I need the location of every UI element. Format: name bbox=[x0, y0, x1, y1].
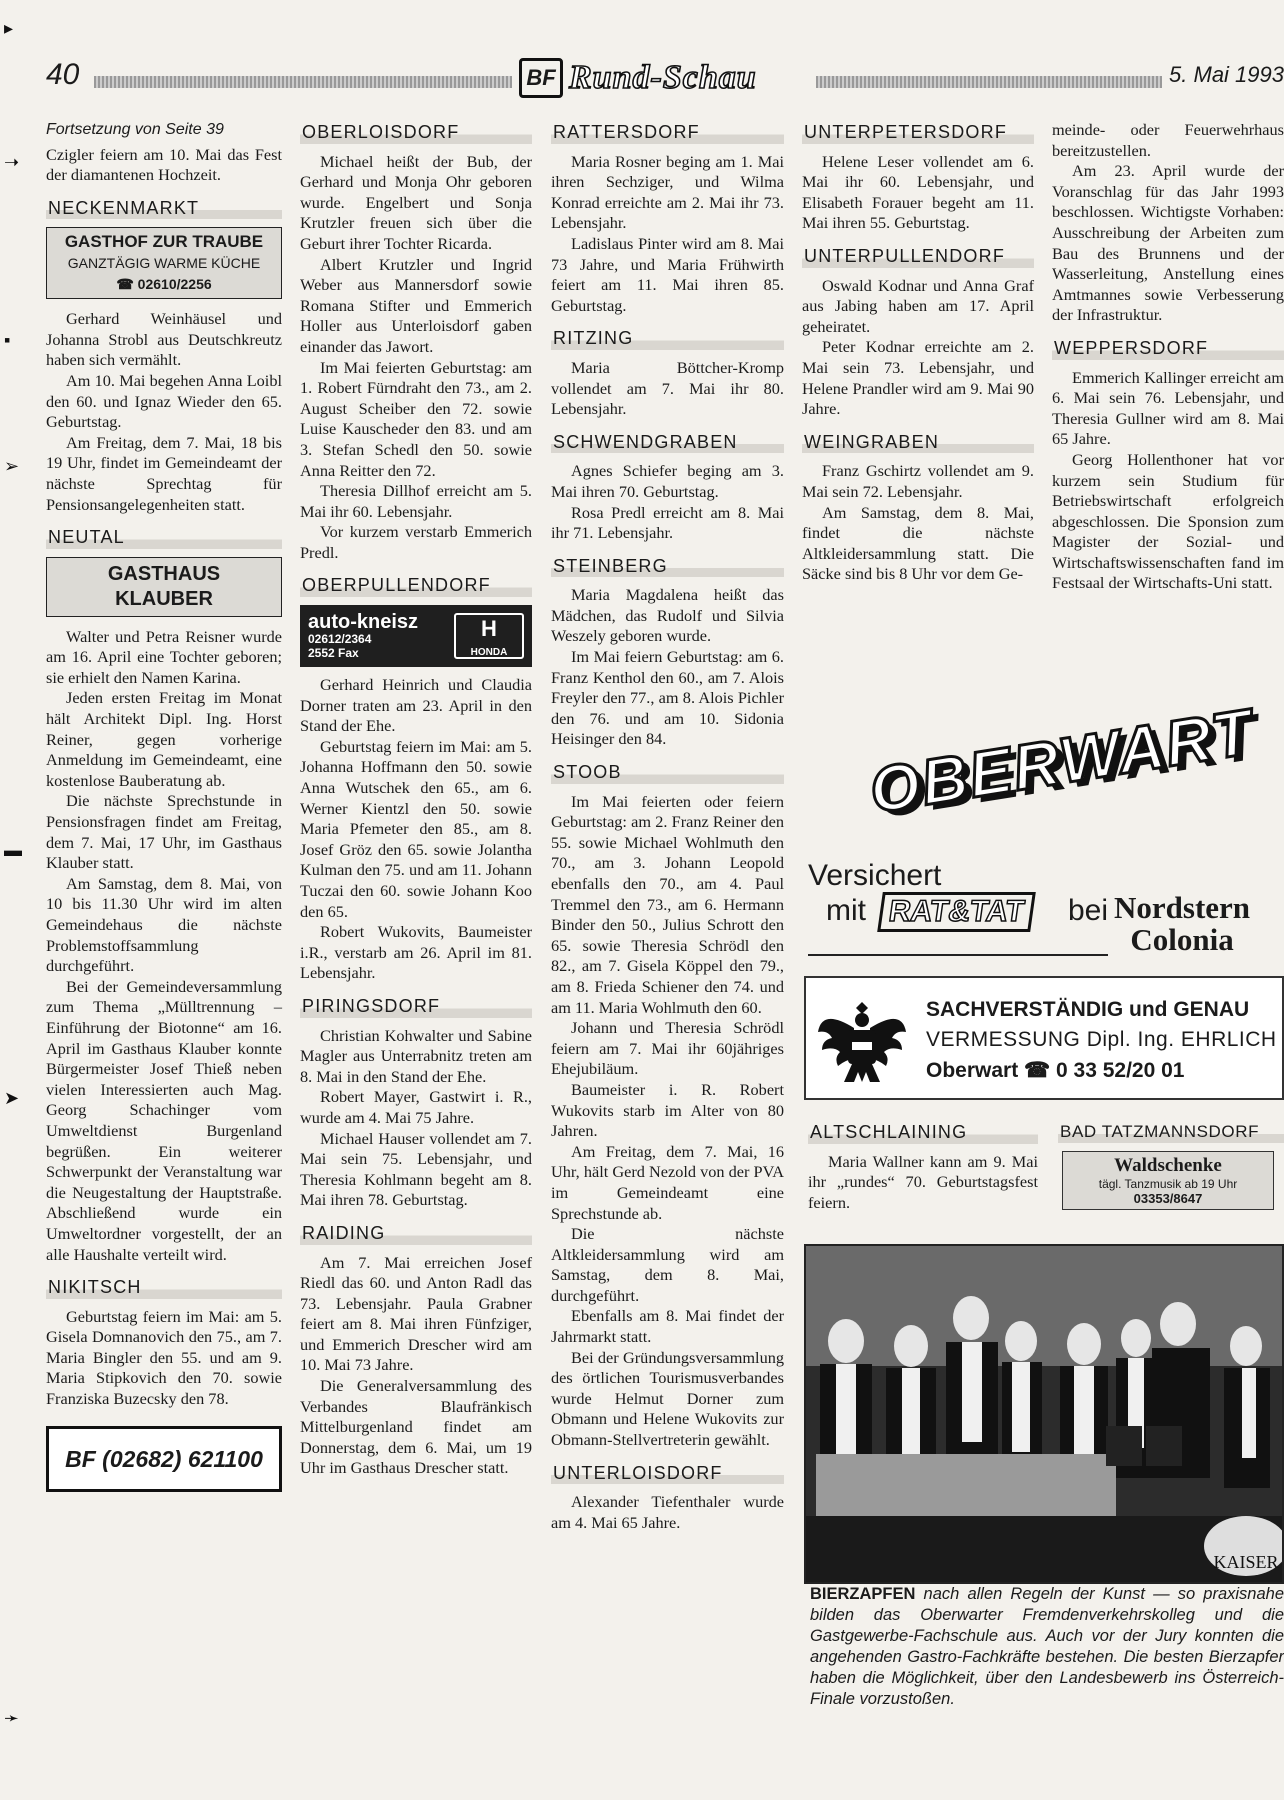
column-2 bbox=[300, 120, 532, 1479]
nordstern-word: Nordstern bbox=[1114, 890, 1251, 925]
ad-auto-kneisz bbox=[300, 605, 532, 667]
honda-logo-icon bbox=[454, 613, 524, 659]
ad-phone: 02612/2364 bbox=[308, 632, 372, 647]
article-text: Vor kurzem verstarb Emmerich Predl. bbox=[300, 522, 532, 562]
ad-gasthaus-klauber bbox=[46, 557, 282, 617]
ad-line: KLAUBER bbox=[115, 587, 213, 610]
article-text: Michael Hauser vollendet am 7. Mai sein 75. Lebensjahr, und Theresia Kohlmann begeht am 8. Mai ihren 78. Geburtstag. bbox=[300, 1128, 532, 1210]
ad-versichert: Versichert bbox=[808, 859, 942, 892]
article-text: Geburtstag feiern im Mai: am 5. Johanna Hoffmann den 50. sowie Anna Wutschek den 65., am 6. Werner Kientzl den 50. sowie Maria Pfemeter den 85., am 8. Josef Gröz den 65. sowie Jolantha Kulman den 75. und am 11. Johann Tuczai den 60. sowie Johann Koo den 65. bbox=[300, 736, 532, 921]
ad-vermessung-ehrlich bbox=[804, 976, 1284, 1100]
masthead-logo bbox=[519, 56, 757, 100]
header-rule-left bbox=[94, 76, 512, 88]
section-heading-unterpetersdorf: UNTERPETERSDORF bbox=[802, 120, 1034, 144]
ad-line: SACHVERSTÄNDIG und GENAU bbox=[926, 998, 1250, 1021]
article-text: Johann und Theresia Schrödl feiern am 7. Mai ihr 60jähriges Ehejubiläum. bbox=[551, 1018, 784, 1079]
column-4 bbox=[802, 120, 1034, 585]
article-text: Michael heißt der Bub, der Gerhard und Monja Ohr geboren wurde. Engelbert und Sonja Krutzler freuen sich über die Geburt ihrer Tochter Ricarda. bbox=[300, 151, 532, 253]
margin-mark-icon: ➤ bbox=[4, 1088, 20, 1108]
article-text: Im Mai feiern Geburtstag: am 6. Franz Kenthol den 60., am 7. Alois Freyler den 77., am 8. Alois Pichler den 76. und am 10. Sidonia Heisinger den 84. bbox=[551, 647, 784, 749]
article-text: Helene Leser vollendet am 6. Mai ihr 60. Lebensjahr, und Elisabeth Forauer begeht am 11. Mai ihren 55. Geburtstag. bbox=[802, 151, 1034, 233]
ad-oberwart-nordstern bbox=[808, 688, 1284, 978]
margin-mark-icon: ➛ bbox=[4, 1708, 20, 1728]
section-heading-unterpullendorf: UNTERPULLENDORF bbox=[802, 244, 1034, 268]
article-text: Am Samstag, dem 8. Mai, findet die nächste Altkleidersammlung statt. Die Säcke sind bis 8 Uhr vor dem Ge- bbox=[802, 502, 1034, 584]
nordstern-colonia-logo bbox=[1114, 892, 1250, 956]
bf-logo: BF bbox=[519, 58, 563, 98]
ad-bf-phone: BF (02682) 621100 bbox=[46, 1426, 282, 1492]
section-heading-altschlaining: ALTSCHLAINING bbox=[808, 1120, 1038, 1144]
ad-gasthof-zur-traube bbox=[46, 227, 282, 299]
section-heading-unterloisdorf: UNTERLOISDORF bbox=[551, 1461, 784, 1485]
section-heading-steinberg: STEINBERG bbox=[551, 554, 784, 578]
ad-phone: ☎ 02610/2256 bbox=[116, 275, 212, 292]
section-heading-bad-tatzmannsdorf: BAD TATZMANNSDORF bbox=[1058, 1120, 1284, 1143]
ad-phone: 03353/8647 bbox=[1133, 1191, 1203, 1206]
article-text: Franz Gschirtz vollendet am 9. Mai sein 72. Lebensjahr. bbox=[802, 461, 1034, 501]
article-text: Am 10. Mai begehen Anna Loibl den 60. und Ignaz Wieder den 65. Geburtstag. bbox=[46, 370, 282, 432]
column-3 bbox=[551, 120, 784, 1533]
honda-wordmark: HONDA bbox=[470, 647, 508, 659]
honda-h-mark: H bbox=[481, 616, 497, 642]
article-text: Maria Magdalena heißt das Mädchen, das Rudolf und Silvia Weszely geboren wurde. bbox=[551, 585, 784, 646]
column-5 bbox=[1052, 120, 1284, 594]
ad-waldschenke bbox=[1062, 1151, 1274, 1210]
article-text: Maria Böttcher-Kromp vollendet am 7. Mai ihr 80. Lebensjahr. bbox=[551, 357, 784, 419]
section-heading-oberloisdorf: OBERLOISDORF bbox=[300, 120, 532, 144]
page-number: 40 bbox=[46, 58, 80, 91]
section-heading-schwendgraben: SCHWENDGRABEN bbox=[551, 430, 784, 454]
article-text: Peter Kodnar erreichte am 2. Mai sein 73. Lebensjahr, und Helene Prandler wird am 9. Mai 90 Jahre. bbox=[802, 337, 1034, 419]
article-text: Maria Rosner beging am 1. Mai ihren Sechziger, und Wilma Konrad erreichte am 2. Mai ihr 73. Lebensjahr. bbox=[551, 151, 784, 233]
article-text: Im Mai feierten oder feiern Geburtstag: am 2. Franz Reiner den 55. sowie Michael Wohlmuth den 70., am 3. Johann Leopold ebenfalls den 70., am 4. Paul Tremmel den 73., am 6. Hermann Binder den 50., Julius Schrott den 65. sowie Theresia Schrödl den 82., am 7. Gisela Köppel den 79., am 8. Frieda Schiener den 74. und am 11. Maria Wohlmuth den 60. bbox=[551, 791, 784, 1017]
ad-bei: bei bbox=[1068, 894, 1109, 927]
article-text: Baumeister i. R. Robert Wukovits starb im Alter von 80 Jahren. bbox=[551, 1079, 784, 1141]
article-text: Ladislaus Pinter wird am 8. Mai 73 Jahre, und Maria Frühwirth feiert am 11. Mai ihren 85. Geburtstag. bbox=[551, 233, 784, 315]
article-text: Im Mai feierten Geburtstag: am 1. Robert Fürndraht den 73., am 2. August Scheiber den 72. sowie Luise Kauscheder den 83. und am 3. Stefan Schedl den 50. sowie Anna Reitter den 72. bbox=[300, 357, 532, 480]
ad-rule bbox=[808, 954, 1108, 956]
colonia-word: Colonia bbox=[1130, 922, 1234, 957]
ad-line: VERMESSUNG Dipl. Ing. EHRLICH bbox=[926, 1028, 1277, 1051]
ad-name: auto-kneisz bbox=[308, 610, 419, 633]
article-text: Die nächste Altkleidersammlung wird am Samstag, dem 8. Mai, durchgeführt. bbox=[551, 1224, 784, 1305]
continuation-note: Fortsetzung von Seite 39 bbox=[46, 121, 224, 138]
article-text: Die Generalversammlung des Verbandes Blaufränkisch Mittelburgenland findet am Donnerstag, dem 6. Mai, um 19 Uhr im Gasthaus Drescher statt. bbox=[300, 1376, 532, 1478]
article-text: Theresia Dillhof erreicht am 5. Mai ihr 60. Lebensjahr. bbox=[300, 481, 532, 521]
article-text: Gerhard Weinhäusel und Johanna Strobl aus Deutschkreutz haben sich vermählt. bbox=[46, 309, 282, 370]
article-text: Gerhard Heinrich und Claudia Dorner traten am 23. April in den Stand der Ehe. bbox=[300, 675, 532, 736]
section-heading-rattersdorf: RATTERSDORF bbox=[551, 120, 784, 144]
section-heading-neckenmarkt: NECKENMARKT bbox=[46, 196, 282, 220]
section-heading-weingraben: WEINGRABEN bbox=[802, 430, 1034, 454]
ad-mit: mit bbox=[826, 894, 866, 927]
section-heading-stoob: STOOB bbox=[551, 760, 784, 784]
section-heading-neutal: NEUTAL bbox=[46, 525, 282, 549]
article-text: Oswald Kodnar und Anna Graf aus Jabing haben am 17. April geheiratet. bbox=[802, 275, 1034, 336]
article-text: Albert Krutzler und Ingrid Weber aus Mannersdorf sowie Romana Stifter und Emmerich Holler aus Unterloisdorf gaben einander das Jawort. bbox=[300, 254, 532, 356]
rund-schau-title: Rund-Schau bbox=[569, 59, 757, 96]
austrian-eagle-icon bbox=[814, 988, 910, 1092]
article-text: Am Freitag, dem 7. Mai, 16 Uhr, hält Gerd Nezold von der PVA im Gemeindeamt eine Sprechstunde ab. bbox=[551, 1141, 784, 1223]
photo-students-icon bbox=[806, 1246, 1284, 1584]
article-text: Rosa Predl erreicht am 8. Mai ihr 71. Lebensjahr. bbox=[551, 502, 784, 543]
article-text: Agnes Schiefer beging am 3. Mai ihren 70. Geburtstag. bbox=[551, 461, 784, 501]
caption-text: nach allen Regeln der Kunst — so praxisnahe bilden das Oberwarter Fremdenverkehrskolleg und die Gastgewerbe-Fachschule aus. Auch vor der Jury konnten die angehenden Gastro-Fachkräfte bestehen. Die besten Bierzapfer haben die Möglichkeit, über den Landesbewerb ins Österreich-Finale vorzustoßen. bbox=[810, 1585, 1284, 1708]
article-text: Maria Wallner kann am 9. Mai ihr „rundes“ 70. Geburtstagsfest feiern. bbox=[808, 1151, 1038, 1212]
ad-phone: Oberwart ☎ 0 33 52/20 01 bbox=[926, 1059, 1185, 1082]
section-heading-weppersdorf: WEPPERSDORF bbox=[1052, 336, 1284, 360]
article-text: Georg Hollenthoner hat vor kurzem sein Studium für Betriebswirtschaft erfolgreich abgeschlossen. Die Sponsion zum Magister der Sozial- und Wirtschaftswissenschaften fand im Festsaal der Wirtschafts-Uni statt. bbox=[1052, 449, 1284, 593]
photo-bierzapfen bbox=[804, 1244, 1284, 1584]
article-text: Bei der Gründungsversammlung des örtlichen Tourismusverbandes wurde Helmut Dorner zum Obmann und Helene Wukovits zur Obmann-Stellvertreterin gewählt. bbox=[551, 1347, 784, 1450]
article-text: Alexander Tiefenthaler wurde am 4. Mai 65 Jahre. bbox=[551, 1492, 784, 1532]
article-text: Am Samstag, dem 8. Mai, von 10 bis 11.30 Uhr wird im alten Gemeindehaus die nächste Problemstoffsammlung durchgeführt. bbox=[46, 873, 282, 976]
article-text: Robert Wukovits, Baumeister i.R., verstarb am 26. April im 81. Lebensjahr. bbox=[300, 922, 532, 983]
article-text: Robert Mayer, Gastwirt i. R., wurde am 4. Mai 75 Jahre. bbox=[300, 1087, 532, 1127]
margin-mark-icon: ▪ bbox=[4, 330, 11, 350]
margin-mark-icon: ▸ bbox=[4, 18, 14, 38]
article-text: Jeden ersten Freitag im Monat hält Architekt Dipl. Ing. Horst Reiner, gegen vorherige Anmeldung im Gemeindeamt, eine kostenlose Bauberatung ab. bbox=[46, 688, 282, 790]
ad-tagline: tägl. Tanzmusik ab 19 Uhr bbox=[1098, 1177, 1238, 1191]
article-bad-tatzmannsdorf bbox=[1058, 1120, 1284, 1210]
margin-mark-icon: ▬ bbox=[4, 840, 22, 860]
ad-name: GASTHOF ZUR TRAUBE bbox=[64, 232, 264, 252]
page-header bbox=[46, 56, 1284, 104]
article-text: Am Freitag, dem 7. Mai, 18 bis 19 Uhr, findet im Gemeindeamt der nächste Sprechtag für Pensionsangelegenheiten statt. bbox=[46, 432, 282, 514]
margin-mark-icon: ➢ bbox=[4, 456, 20, 476]
article-text: Geburtstag feiern im Mai: am 5. Gisela Domnanovich den 75., am 7. Maria Bingler den 55. und am 9. Maria Stipkovich den 70. sowie Franziska Buzecsky den 78. bbox=[46, 1306, 282, 1409]
kaiser-sign: KAISER bbox=[1213, 1552, 1279, 1572]
column-1 bbox=[46, 120, 282, 1492]
article-text: Walter und Petra Reisner wurde am 16. April eine Tochter geboren; sie erhielt den Namen Karina. bbox=[46, 626, 282, 687]
section-heading-oberpullendorf: OBERPULLENDORF bbox=[300, 573, 532, 597]
ad-line: GASTHAUS bbox=[107, 562, 221, 585]
ad-name: Waldschenke bbox=[1114, 1155, 1222, 1176]
section-heading-ritzing: RITZING bbox=[551, 326, 784, 350]
article-text: Christian Kohwalter und Sabine Magler aus Unterrabnitz treten am 8. Mai in den Stand der Ehe. bbox=[300, 1025, 532, 1086]
section-heading-piringsdorf: PIRINGSDORF bbox=[300, 994, 532, 1018]
article-text: Am 23. April wurde der Voranschlag für das Jahr 1993 beschlossen. Wichtigste Vorhaben: Ausschreibung der Arbeiten zum Bau des Brunnens und der Wasserleitung, Anstellung eines Amtmannes sowie Verbesserung der Infrastruktur. bbox=[1052, 161, 1284, 325]
section-heading-nikitsch: NIKITSCH bbox=[46, 1275, 282, 1299]
margin-mark-icon: ➝ bbox=[4, 152, 20, 172]
ad-fax: 2552 Fax bbox=[308, 646, 359, 661]
article-text: Czigler feiern am 10. Mai das Fest der diamantenen Hochzeit. bbox=[46, 144, 282, 185]
article-altschlaining bbox=[808, 1120, 1038, 1213]
oberwart-logo: OBERWART bbox=[864, 695, 1259, 827]
article-text: Emmerich Kallinger erreicht am 6. Mai sein 76. Lebensjahr, und Theresia Gullner wird am 8. Mai 65 Jahre. bbox=[1052, 367, 1284, 449]
photo-caption bbox=[810, 1584, 1284, 1710]
article-text: Ebenfalls am 8. Mai findet der Jahrmarkt statt. bbox=[551, 1306, 784, 1347]
article-text: Bei der Gemeindeversammlung zum Thema „Mülltrennung – Einführung der Biotonne“ am 16. April im Gasthaus Klauber konnte Bürgermeister Josef Thieß neben vielen Interessierten auch Mag. Georg Schachinger vom Umweltdienst Burgenland begrüßen. Ein weiterer Schwerpunkt der Veranstaltung war die Neugestaltung der Hauptstraße. Abschließend wurde ein Umweltordner vorgestellt, der an alle Haushalte verteilt wird. bbox=[46, 976, 282, 1264]
issue-date: 5. Mai 1993 bbox=[1169, 62, 1284, 87]
section-heading-raiding: RAIDING bbox=[300, 1221, 532, 1245]
caption-lead: BIERZAPFEN bbox=[810, 1585, 916, 1603]
article-text: meinde- oder Feuerwehrhaus bereitzustellen. bbox=[1052, 120, 1284, 160]
ad-tagline: GANZTÄGIG WARME KÜCHE bbox=[67, 254, 261, 271]
rat-tat-logo: RAT&TAT bbox=[877, 892, 1036, 932]
article-text: Die nächste Sprechstunde in Pensionsfragen findet am Freitag, dem 7. Mai, 17 Uhr, im Gasthaus Klauber statt. bbox=[46, 791, 282, 873]
article-text: Am 7. Mai erreichen Josef Riedl das 60. und Anton Radl das 73. Lebensjahr. Paula Grabner feiert am 8. Mai ihren Fünfziger, und Emmerich Drescher wird am 10. Mai 73 Jahre. bbox=[300, 1252, 532, 1375]
header-rule-right bbox=[816, 76, 1162, 88]
